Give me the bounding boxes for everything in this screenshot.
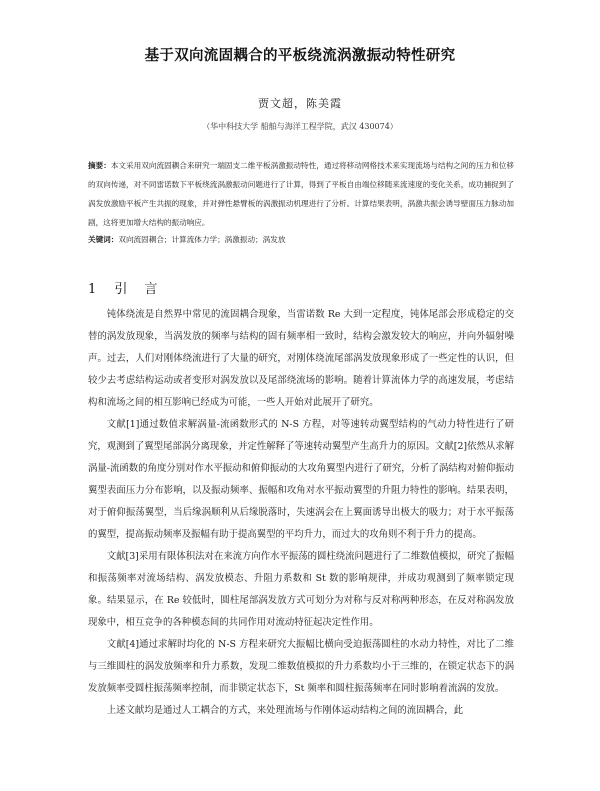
section-number: 1 (88, 282, 99, 297)
paragraph: 文献[1]通过数值求解涡量-流函数形式的 N-S 方程，对等速转动翼型结构的气动力特性进行了研究，观测到了翼型尾部涡分离现象，并定性解释了等速转动翼型产生高升力的原因。文献[2]依然从求解涡量-流函数的角度分别对作水平振动和俯仰振动的大攻角翼型内进行了研究，分析了涡结构对俯仰振动翼型表面压力分布影响，以及振动频率、振幅和攻角对水平振动翼型的升阻力特性的影响。结果表明，对于俯仰振荡翼型，当后缘涡顺利从后缘脱落时，失速涡会在上翼面诱导出极大的吸力；对于水平振荡的翼型，提高振动频率及振幅有助于提高翼型的平均升力，而过大的攻角则不利于升力的提高。 (88, 419, 514, 540)
abstract (88, 156, 514, 232)
keywords-text: 双向流固耦合；计算流体力学；涡激振动；涡发放 (118, 235, 286, 244)
keywords-label: 关键词： (88, 235, 119, 244)
paragraph: 上述文献均是通过人工耦合的方式，来处理流场与作刚体运动结构之间的流固耦合，此 (106, 705, 464, 716)
paper-title: 基于双向流固耦合的平板绕流涡激振动特性研究 (144, 48, 456, 64)
paragraph: 钝体绕流是自然界中常见的流固耦合现象，当雷诺数 Re 大到一定程度，钝体尾部会形成稳定的交替的涡发放现象，当涡发放的频率与结构的固有频率相一致时，结构会激发较大的响应，并向外辐射噪声。过去，人们对刚体绕流进行了大量的研究，对刚体绕流尾部涡发放现象形成了一些定性的认识，但较少去考虑结构运动或者变形对涡发放以及尾部绕流场的影响。随着计算流体力学的高速发展，考虑结构和流场之间的相互影响已经成为可能，一些人开始对此展开了研究。 (88, 309, 514, 408)
section-heading (88, 278, 159, 297)
paragraph: 文献[3]采用有限体积法对在来流方向作水平振荡的圆柱绕流问题进行了二维数值模拟，研究了振幅和振荡频率对流场结构、涡发放模态、升阻力系数和 St 数的影响规律，并成功观测到了频率锁定现象。结果显示，在 Re 较低时，圆柱尾部涡发放方式可划分为对称与反对称两种形态，在反对称涡发放现象中，相互竞争的各种模态间的共同作用对流动特征起决定性作用。 (88, 551, 514, 628)
paragraph: 文献[4]通过求解时均化的 N-S 方程来研究大振幅比横向受迫振荡圆柱的水动力特性，对比了二维与三维圆柱的涡发放频率和升力系数，发现二维数值模拟的升力系数均小于三维的，在锁定状态下的涡发放频率受圆柱振荡频率控制，而非锁定状态下，St 频率和圆柱振荡频率在同时影响着流涡的发放。 (88, 639, 514, 694)
abstract-text: 本文采用双向流固耦合来研究一端固支二维平板涡激振动特性，通过将移动网格技术来实现流场与结构之间的压力和位移的双向传递，对不同雷诺数下平板绕流涡激振动问题进行了计算，得到了平板自由端位移随来流速度的变化关系，成功捕捉到了涡发放激励平板产生共振的现象，并对弹性悬臂板的涡激振动机理进行了分析。计算结果表明，涡激共振会诱导壁面压力脉动加剧，这将更加增大结构的振动响应。 (88, 161, 514, 227)
body-text (88, 304, 514, 722)
affiliation: （华中科技大学 船舶与海洋工程学院，武汉 430074） (202, 122, 398, 131)
abstract-label: 摘要： (88, 161, 111, 170)
author-list: 贾文超，陈美霞 (258, 97, 342, 110)
section-title: 引 言 (114, 282, 160, 297)
keywords (88, 234, 514, 245)
